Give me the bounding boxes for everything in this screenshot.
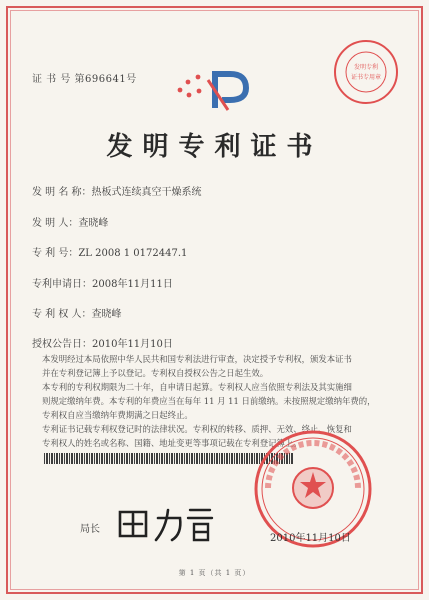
body-line: 则规定缴纳年费。本专利的年费应当在每年 11 月 11 日前缴纳。未按照规定缴纳年费的， xyxy=(42,396,376,406)
body-line: 专利证书记载专利权登记时的法律状况。专利权的转移、质押、无效、终止、恢复和 xyxy=(42,424,352,434)
grant-date-value: 2010年11月10日 xyxy=(92,339,173,350)
filing-date-value: 2008年11月11日 xyxy=(92,279,173,290)
small-red-seal-icon xyxy=(330,36,402,108)
patent-number-value: ZL 2008 1 0172447.1 xyxy=(78,248,188,259)
body-line: 本发明经过本局依照中华人民共和国专利法进行审查，决定授予专利权，颁发本证书 xyxy=(42,354,352,364)
certificate-number: 证 书 号 第696641号 xyxy=(32,74,137,85)
patent-office-logo-icon xyxy=(170,60,260,120)
patent-number-row xyxy=(32,244,187,259)
svg-text:发明专利: 发明专利 xyxy=(353,64,379,71)
body-line: 专利权自应当缴纳年费期满之日起终止。 xyxy=(42,410,193,420)
patentee-row xyxy=(32,305,122,320)
body-line: 并在专利登记簿上予以登记。专利权自授权公告之日起生效。 xyxy=(42,368,269,378)
inventor-value: 查晓峰 xyxy=(78,218,109,229)
invention-name-label: 发 明 名 称： xyxy=(32,187,92,198)
patent-number-label: 专 利 号： xyxy=(32,248,79,259)
invention-name-value: 热板式连续真空干燥系统 xyxy=(91,187,202,198)
body-line: 本专利的专利权期限为二十年，自申请日起算。专利权人应当依照专利法及其实施细 xyxy=(42,382,352,392)
inventor-label: 发 明 人： xyxy=(32,218,79,229)
inventor-row xyxy=(32,214,108,229)
filing-date-row xyxy=(32,275,173,290)
invention-name-row xyxy=(32,183,202,198)
director-signature xyxy=(110,500,220,548)
patentee-value: 查晓峰 xyxy=(91,309,122,320)
svg-text:证书专用章: 证书专用章 xyxy=(350,74,382,81)
body-line: 专利权人的姓名或名称、国籍、地址变更等事项记载在专利登记簿上。 xyxy=(42,438,302,448)
patentee-label: 专 利 权 人： xyxy=(32,309,92,320)
page-footer: 第 1 页（共 1 页） xyxy=(178,569,251,577)
director-label: 局长 xyxy=(80,524,100,535)
filing-date-label: 专利申请日： xyxy=(32,279,92,290)
seal-date: 2010年11月10日 xyxy=(270,533,351,544)
certificate-title: 发明专利证书 xyxy=(106,132,323,162)
grant-date-row xyxy=(32,335,173,350)
grant-date-label: 授权公告日： xyxy=(32,339,92,350)
